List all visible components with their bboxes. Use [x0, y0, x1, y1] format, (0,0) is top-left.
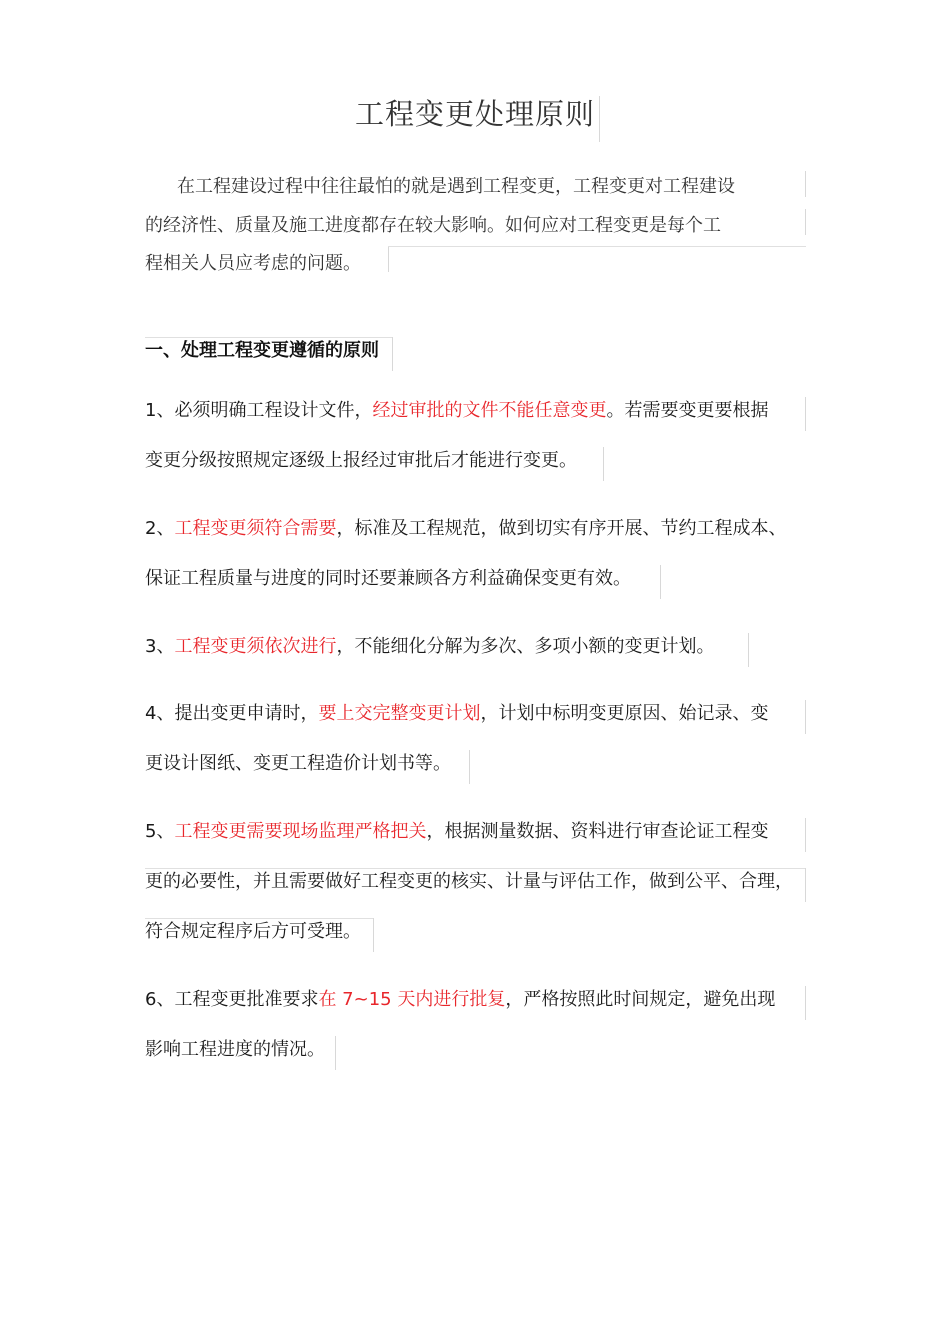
- item-line: 更设计图纸、变更工程造价计划书等。: [145, 753, 451, 774]
- line-guide: [145, 918, 373, 919]
- line-end-guide: [660, 565, 661, 599]
- item-line: 影响工程进度的情况。: [145, 1039, 325, 1060]
- item-line: [145, 699, 815, 749]
- line-end-guide: [805, 986, 806, 1020]
- line-end-guide: [805, 818, 806, 852]
- item-text: ，标准及工程规范，做到切实有序开展、节约工程成本、: [336, 518, 787, 539]
- line-end-guide: [603, 447, 604, 481]
- text-cursor-guide: [599, 96, 600, 142]
- item-text: 6、工程变更批准要求: [145, 989, 319, 1010]
- intro-line: 程相关人员应考虑的问题。: [145, 253, 361, 274]
- principle-item-5: [145, 817, 815, 967]
- line-end-guide: [469, 750, 470, 784]
- principle-item-1: [145, 396, 815, 496]
- intro-line: 的经济性、质量及施工进度都存在较大影响。如何应对工程变更是每个工: [145, 214, 721, 236]
- line-end-guide: [748, 633, 749, 667]
- line-end-guide: [805, 209, 806, 235]
- item-line: [145, 985, 815, 1035]
- principle-item-2: [145, 514, 815, 614]
- item-line: [145, 632, 815, 682]
- item-emphasis: 要上交完整变更计划: [318, 703, 481, 724]
- item-text: 2、: [145, 518, 175, 539]
- line-end-guide: [805, 868, 806, 902]
- line-guide: [388, 246, 806, 247]
- section-heading: 一、处理工程变更遵循的原则: [145, 340, 379, 361]
- principle-item-3: [145, 632, 815, 682]
- item-line: 符合规定程序后方可受理。: [145, 921, 361, 942]
- item-line: 保证工程质量与进度的同时还要兼顾各方利益确保变更有效。: [145, 568, 631, 589]
- line-end-guide: [392, 337, 393, 371]
- principle-item-6: [145, 985, 815, 1085]
- line-end-guide: [335, 1036, 336, 1070]
- item-text: 1、必须明确工程设计文件，: [145, 400, 373, 421]
- item-line: [145, 817, 815, 867]
- principle-item-4: [145, 699, 815, 799]
- item-text: 5、: [145, 821, 175, 842]
- item-emphasis: 工程变更需要现场监理严格把关: [174, 821, 427, 842]
- item-text: ，根据测量数据、资料进行审查论证工程变: [426, 821, 769, 842]
- line-end-guide: [805, 397, 806, 431]
- item-text: 4、提出变更申请时，: [145, 703, 319, 724]
- item-text: ，严格按照此时间规定，避免出现: [505, 989, 776, 1010]
- item-emphasis: 工程变更须依次进行: [174, 636, 337, 657]
- line-end-guide: [388, 246, 389, 272]
- item-text: 3、: [145, 636, 175, 657]
- item-line: 更的必要性，并且需要做好工程变更的核实、计量与评估工作，做到公平、合理，: [145, 871, 793, 892]
- item-text: ，不能细化分解为多次、多项小额的变更计划。: [336, 636, 715, 657]
- line-end-guide: [373, 918, 374, 952]
- line-end-guide: [805, 700, 806, 734]
- item-text: ，计划中标明变更原因、始记录、变: [480, 703, 769, 724]
- item-line: [145, 396, 815, 446]
- item-emphasis: 经过审批的文件不能任意变更: [372, 400, 607, 421]
- item-text: 。若需要变更要根据: [606, 400, 769, 421]
- item-emphasis: 工程变更须符合需要: [174, 518, 337, 539]
- intro-line: 在工程建设过程中往往最怕的就是遇到工程变更，工程变更对工程建设: [177, 176, 735, 197]
- page-title: 工程变更处理原则: [354, 97, 595, 131]
- item-line: [145, 514, 815, 564]
- line-end-guide: [805, 171, 806, 197]
- item-line: 变更分级按照规定逐级上报经过审批后才能进行变更。: [145, 450, 577, 471]
- intro-paragraph: [145, 168, 785, 284]
- line-guide: [145, 868, 805, 869]
- item-emphasis: 在 7~15 天内进行批复: [318, 989, 506, 1010]
